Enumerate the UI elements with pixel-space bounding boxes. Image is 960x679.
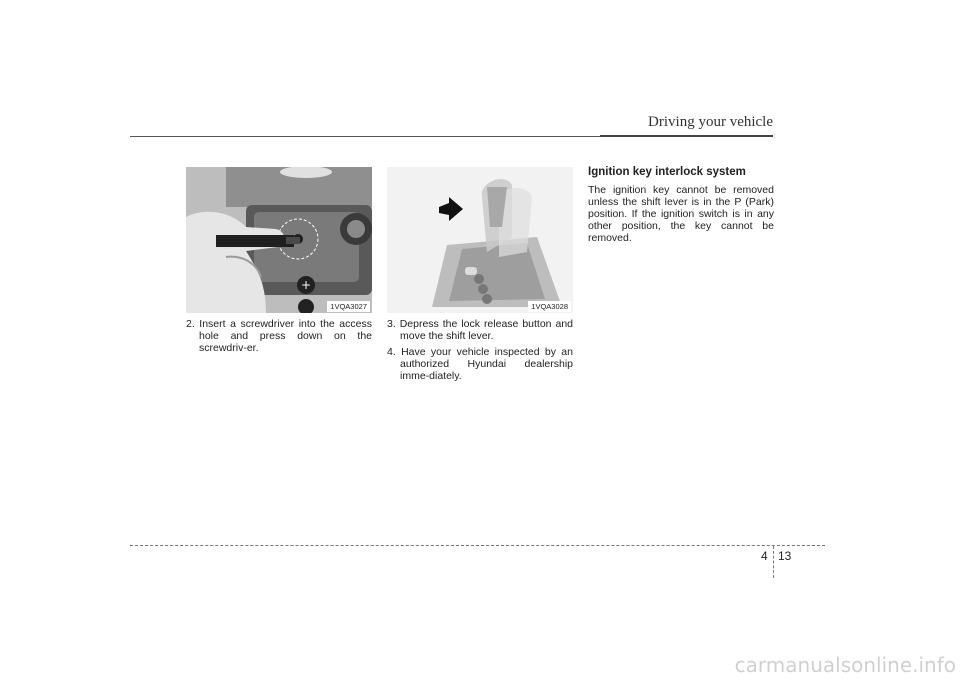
footer-divider — [773, 546, 774, 578]
column-3-text — [588, 166, 774, 244]
screwdriver-release-illustration-icon — [186, 167, 372, 313]
figure-code: 1VQA3028 — [528, 301, 571, 312]
shift-lever-illustration-icon — [387, 167, 573, 313]
section-title: Driving your vehicle — [648, 114, 773, 130]
step-item: 3. Depress the lock release button and move the shift lever. — [387, 318, 573, 342]
step-item: 2. Insert a screwdriver into the access hole and press down on the screwdriv-er. — [186, 318, 372, 354]
figure-shift-lever — [387, 167, 573, 313]
header-rule-accent — [600, 135, 773, 137]
section-heading: Ignition key interlock system — [588, 166, 746, 178]
plus-glyph: + — [301, 278, 312, 292]
page-number: 13 — [778, 549, 792, 563]
figure-code: 1VQA3027 — [327, 301, 370, 312]
watermark: carmanualsonline.info — [734, 653, 956, 677]
footer-rule — [130, 545, 825, 546]
column-1-text — [186, 318, 372, 358]
step-item: 4. Have your vehicle inspected by an authorized Hyundai dealership imme-diately. — [387, 346, 573, 382]
column-2-text — [387, 318, 573, 386]
chapter-number: 4 — [761, 549, 768, 563]
body-paragraph: The ignition key cannot be removed unless the shift lever is in the P (Park) position. If the ignition switch is in any other position, the key cannot be removed. — [588, 184, 774, 244]
figure-screwdriver — [186, 167, 372, 313]
